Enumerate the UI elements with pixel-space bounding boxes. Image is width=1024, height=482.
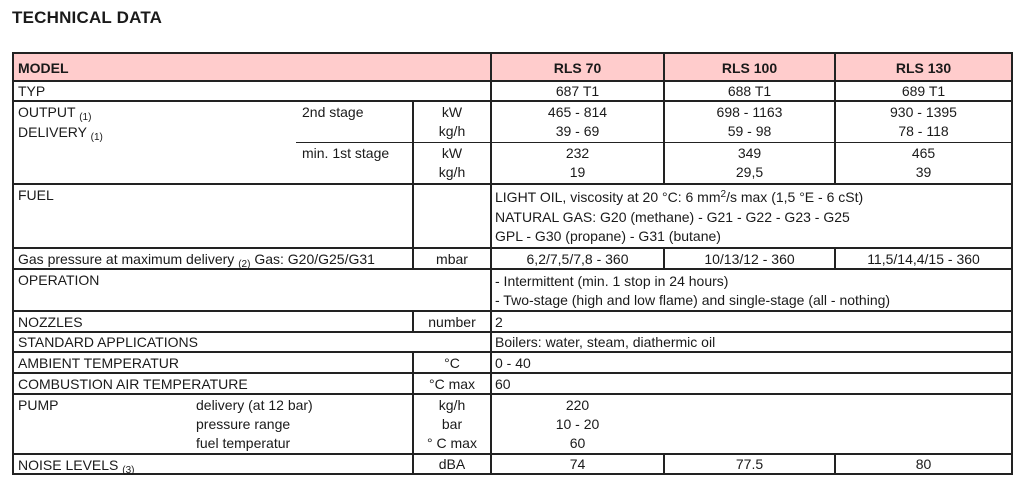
gas-pressure-value: 10/13/12 - 360 bbox=[704, 251, 795, 267]
gas-pressure-value: 6,2/7,5/7,8 - 360 bbox=[526, 251, 629, 267]
fuel-light-oil: LIGHT OIL, viscosity at 20 °C: 6 $mm^2/s$ max (1,5 °E - 6 cSt) bbox=[495, 189, 864, 205]
second-stage-kw: 698 - 1163 bbox=[716, 104, 783, 120]
noise-value: 77.5 bbox=[735, 456, 764, 472]
nozzles-value: 2 bbox=[495, 314, 503, 330]
unit-celsius-max: ° C max bbox=[427, 435, 477, 451]
typ-value: 689 T1 bbox=[901, 83, 946, 99]
operation-line-2: - Two-stage (high and low flame) and single-stage (all - nothing) bbox=[495, 292, 891, 308]
output-label: OUTPUT $_{(1)}$ bbox=[18, 104, 92, 123]
typ-value: 687 T1 bbox=[555, 83, 600, 99]
delivery-label: DELIVERY $_{(1)}$ bbox=[18, 124, 103, 143]
divider bbox=[14, 310, 1011, 312]
unit-kgh: kg/h bbox=[438, 164, 466, 180]
pump-pressure-label: pressure range bbox=[196, 416, 291, 432]
second-stage-kgh: 39 - 69 bbox=[555, 123, 600, 139]
unit-kgh: kg/h bbox=[438, 123, 466, 139]
divider bbox=[14, 183, 1011, 185]
second-stage-kgh: 78 - 118 bbox=[898, 123, 949, 139]
technical-data-table bbox=[12, 52, 1013, 475]
pump-fuel-temp-label: fuel temperatur bbox=[196, 435, 291, 451]
gas-pressure-value: 11,5/14,4/15 - 360 bbox=[867, 251, 980, 267]
model-header-rls130: RLS 130 bbox=[895, 60, 952, 76]
first-stage-kgh: 19 bbox=[569, 164, 586, 180]
first-stage-kw: 349 bbox=[737, 145, 762, 161]
unit-kw: kW bbox=[441, 145, 463, 161]
fuel-label: FUEL bbox=[18, 187, 54, 203]
combustion-air-value: 60 bbox=[495, 376, 511, 392]
typ-label: TYP bbox=[18, 83, 46, 99]
first-stage-label: min. 1st stage bbox=[302, 145, 390, 161]
unit-number: number bbox=[428, 314, 476, 330]
standard-applications-value: Boilers: water, steam, diathermic oil bbox=[495, 334, 716, 350]
unit-celsius: °C bbox=[444, 355, 460, 371]
second-stage-kw: 930 - 1395 bbox=[890, 104, 957, 120]
noise-value: 80 bbox=[915, 456, 932, 472]
nozzles-label: NOZZLES bbox=[18, 314, 83, 330]
pump-delivery-label: delivery (at 12 bar) bbox=[196, 397, 313, 413]
page-title: TECHNICAL DATA bbox=[12, 8, 163, 27]
model-header-rls70: RLS 70 bbox=[553, 60, 602, 76]
fuel-natural-gas: NATURAL GAS: G20 (methane) - G21 - G22 - G23 - G25 bbox=[495, 209, 850, 225]
model-header-label: MODEL bbox=[18, 60, 69, 76]
pump-label: PUMP bbox=[18, 397, 59, 413]
noise-value: 74 bbox=[569, 456, 586, 472]
standard-applications-label: STANDARD APPLICATIONS bbox=[18, 334, 198, 350]
first-stage-kgh: 39 bbox=[915, 164, 932, 180]
pump-delivery-value: 220 bbox=[565, 397, 590, 413]
pump-pressure-value: 10 - 20 bbox=[555, 416, 600, 432]
unit-bar: bar bbox=[441, 416, 463, 432]
fuel-gpl: GPL - G30 (propane) - G31 (butane) bbox=[495, 228, 721, 244]
gas-pressure-label: Gas pressure at maximum delivery $_{(2)}$ Gas: G20/G25/G31 bbox=[18, 251, 375, 270]
second-stage-kgh: 59 - 98 bbox=[727, 123, 772, 139]
first-stage-kgh: 29,5 bbox=[735, 164, 764, 180]
pump-fuel-temp-value: 60 bbox=[569, 435, 586, 451]
unit-celsius-max: °C max bbox=[428, 376, 476, 392]
second-stage-label: 2nd stage bbox=[302, 104, 364, 120]
noise-levels-label: NOISE LEVELS $_{(3)}$ bbox=[18, 457, 135, 476]
first-stage-kw: 232 bbox=[565, 145, 590, 161]
second-stage-kw: 465 - 814 bbox=[547, 104, 608, 120]
combustion-air-label: COMBUSTION AIR TEMPERATURE bbox=[18, 376, 248, 392]
unit-mbar: mbar bbox=[436, 251, 468, 267]
unit-dba: dBA bbox=[438, 456, 466, 472]
ambient-temperature-value: 0 - 40 bbox=[495, 355, 531, 371]
first-stage-kw: 465 bbox=[911, 145, 936, 161]
ambient-temperature-label: AMBIENT TEMPERATUR bbox=[18, 355, 180, 371]
operation-label: OPERATION bbox=[18, 272, 100, 288]
unit-kgh: kg/h bbox=[438, 397, 466, 413]
typ-value: 688 T1 bbox=[727, 83, 772, 99]
unit-kw: kW bbox=[441, 104, 463, 120]
operation-line-1: - Intermittent (min. 1 stop in 24 hours) bbox=[495, 273, 729, 289]
model-header-rls100: RLS 100 bbox=[721, 60, 778, 76]
